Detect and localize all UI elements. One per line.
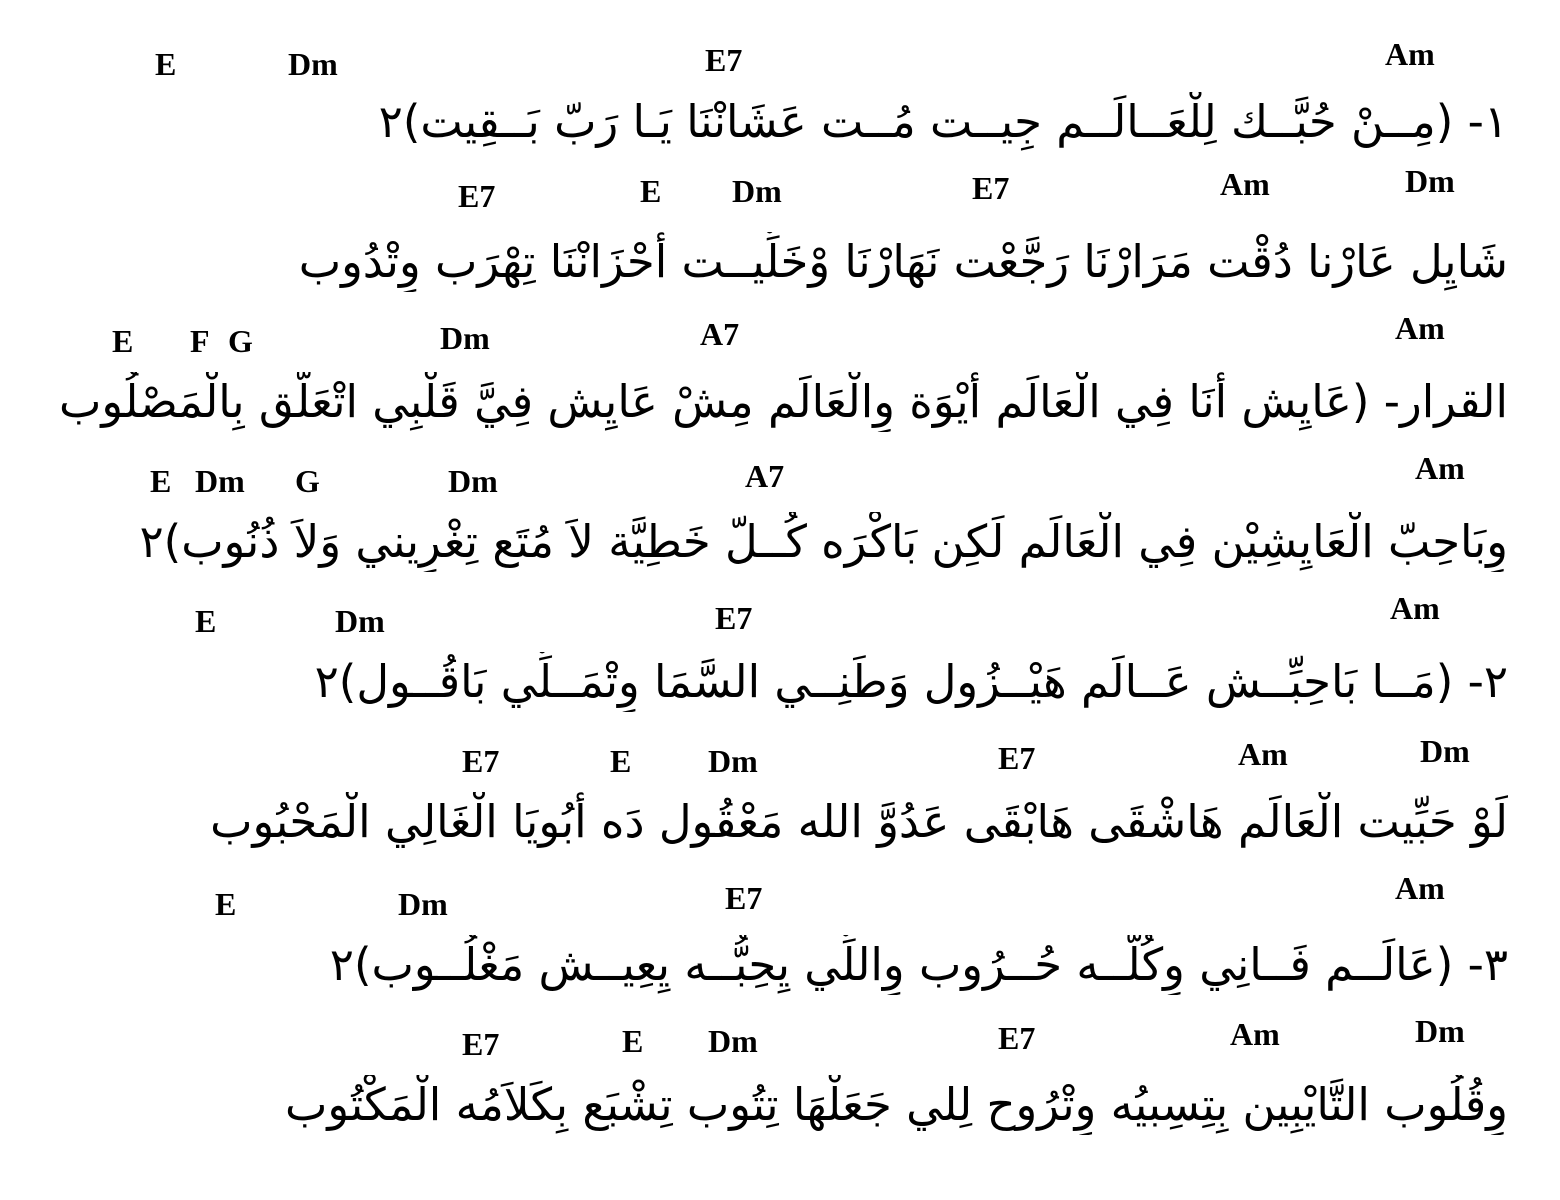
chord-label: Dm: [1405, 163, 1455, 199]
chord-label: Dm: [195, 463, 245, 499]
chord-label: Am: [1390, 590, 1440, 626]
chord-label: E: [155, 46, 177, 82]
lyric-line: وِقُلُوب التَّايْبِين بِتِسِبيُه وِتْرُوح لِلي جَعَلْهَا تِتُوب تِشْبَع بِكَلاَمُه الْمَكْتُوب: [285, 1078, 1508, 1131]
chord-label: G: [295, 463, 320, 499]
chord-label: G: [228, 323, 253, 359]
chord-label: E: [215, 886, 237, 922]
chord-label: E: [112, 323, 134, 359]
chord-label: Am: [1395, 870, 1445, 906]
chord-label: E: [150, 463, 172, 499]
chord-label: A7: [745, 458, 785, 494]
chord-label: E7: [705, 42, 743, 78]
chord-label: E7: [462, 1026, 500, 1062]
chord-label: E7: [458, 178, 496, 214]
chord-label: E: [610, 743, 632, 779]
chord-label: Am: [1415, 450, 1465, 486]
chord-label: E7: [972, 170, 1010, 206]
chord-label: E7: [715, 600, 753, 636]
lyric-line: شَايِل عَارْنا دُقْت مَرَارْنَا رَجَّعْت نَهَارْنَا وْخَلِّيــت أَحْزَانْنَا تِهْرَب وِتْدُوب: [298, 235, 1508, 288]
chord-label: E: [640, 173, 662, 209]
chord-label: F: [190, 323, 210, 359]
chord-label: Am: [1238, 736, 1288, 772]
chord-label: Dm: [448, 463, 498, 499]
chord-label: A7: [700, 316, 740, 352]
chord-label: E7: [998, 1020, 1036, 1056]
chord-label: Am: [1230, 1016, 1280, 1052]
chord-label: Dm: [288, 46, 338, 82]
lyric-line: لَوْ حَبِّيت الْعَالَم هَاشْقَى هَابْقَى عَدُوَّ الله مَعْقُول دَه أَبُويَا الْغَالِي الْمَحْبُوب: [210, 795, 1508, 848]
lyric-line: القرار- (عَايِش أَنَا فِي الْعَالَم أَيْوَة وِالْعَالَم مِشْ عَايِش فِيَّ قَلْبِي اتْعَلَّق بِالْمَصْلُوب: [59, 375, 1508, 428]
chord-label: Am: [1220, 166, 1270, 202]
chord-label: E: [622, 1023, 644, 1059]
chord-label: Dm: [732, 173, 782, 209]
chord-label: Am: [1385, 36, 1435, 72]
chord-label: Dm: [708, 1023, 758, 1059]
lyric-line: ٣- (عَالَــم فَــانِي وِكُلُّــه حُــرُوب وِاللِّي يِحِبُّــه يِعِيــش مَغْلُــوب)٢: [329, 938, 1508, 991]
lyric-line: ١- (مِــنْ حُبَّــك لِلْعَــالَــم جِيــت مُــت عَشَانْنَا يَـا رَبّ بَــقِيت)٢: [378, 95, 1508, 148]
chord-label: Am: [1395, 310, 1445, 346]
chord-label: E7: [725, 880, 763, 916]
chord-label: E: [195, 603, 217, 639]
lyric-line: ٢- (مَــا بَاحِبِّــش عَــالَم هَيْــزُول وَطَنِــي السَّمَا وِتْمَــلِّي بَاقُــول)٢: [314, 655, 1508, 708]
chord-label: E7: [462, 743, 500, 779]
chord-label: Dm: [1420, 733, 1470, 769]
chord-label: Dm: [335, 603, 385, 639]
lyric-line: وِبَاحِبّ الْعَايِشِيْن فِي الْعَالَم لَكِن بَاكْرَه كُــلّ خَطِيَّة لاَ مُتَع تِغْرِيني وَلاَ ذُنُوب)٢: [139, 515, 1508, 568]
chord-label: Dm: [440, 320, 490, 356]
chord-label: Dm: [398, 886, 448, 922]
chord-label: Dm: [1415, 1013, 1465, 1049]
chord-label: Dm: [708, 743, 758, 779]
chord-label: E7: [998, 740, 1036, 776]
